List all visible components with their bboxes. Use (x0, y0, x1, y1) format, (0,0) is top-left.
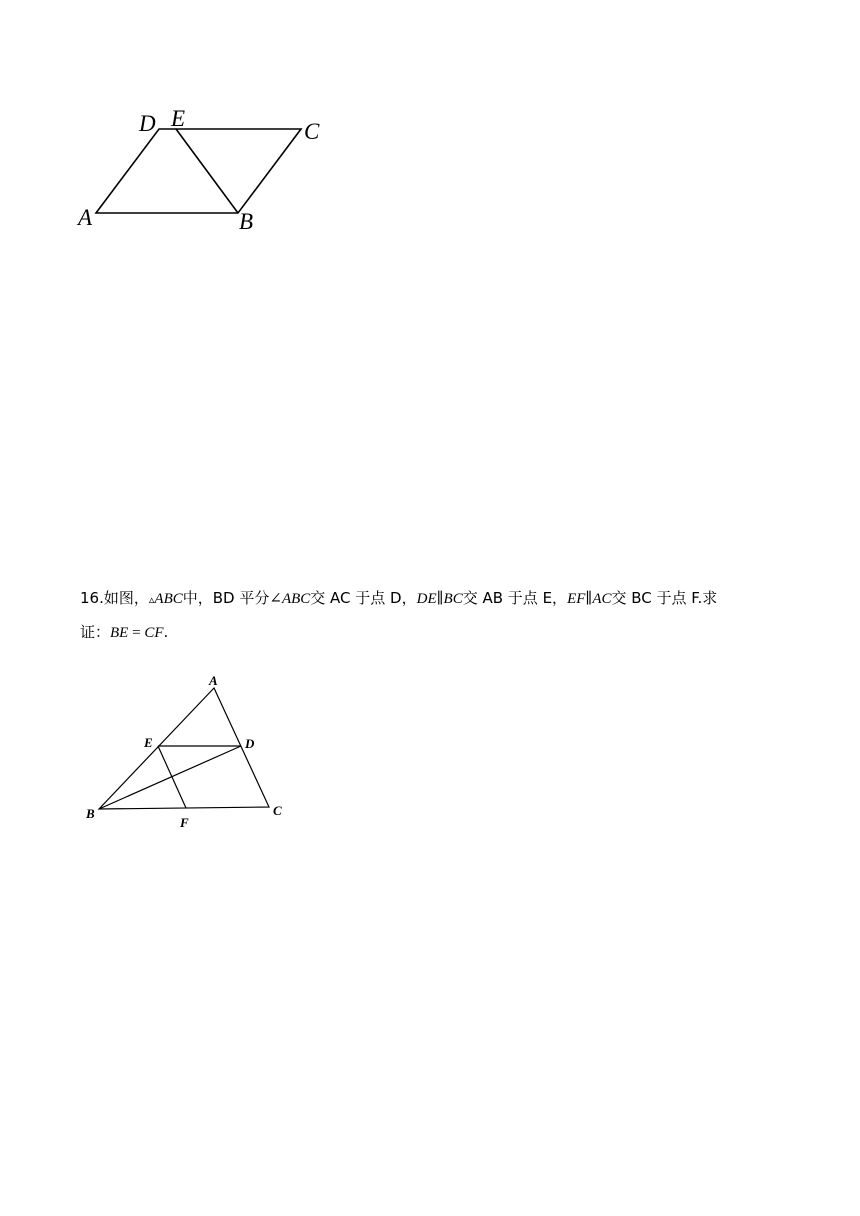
label-b: B (86, 806, 95, 821)
question-text: 交 BC 于点 F.求 (611, 589, 718, 607)
label-e: E (171, 106, 186, 131)
math-triangle-abc: ABC (154, 591, 183, 607)
triangle-figure (0, 660, 860, 840)
math-ef: EF (567, 591, 586, 607)
parallelogram-figure (0, 0, 860, 260)
math-ac: AC (592, 591, 612, 607)
triangle-abc (99, 688, 269, 809)
question-text: 如图， (103, 589, 149, 607)
math-de: DE (416, 591, 437, 607)
label-c: C (273, 803, 282, 818)
math-be: BE (110, 625, 129, 641)
equals-symbol: = (128, 625, 145, 641)
math-cf: CF (144, 625, 164, 641)
angle-symbol: ∠ (269, 591, 282, 607)
label-a: A (78, 205, 93, 230)
parallel-symbol: ∥ (436, 591, 444, 607)
question-16-line-2 (80, 616, 800, 649)
label-d: D (139, 111, 156, 136)
math-bc: BC (443, 591, 463, 607)
question-text: 证： (80, 623, 111, 641)
segment-bd (99, 746, 241, 809)
math-angle-abc: ABC (281, 591, 311, 607)
question-16 (80, 582, 800, 649)
question-text: 交 AB 于点 E， (462, 589, 568, 607)
label-e: E (144, 735, 153, 750)
label-b: B (239, 209, 254, 234)
label-d: D (245, 736, 255, 751)
segment-ef (158, 746, 186, 808)
segment-eb (176, 129, 238, 213)
triangle-symbol: ▵ (148, 594, 155, 606)
parallelogram-abcd (96, 129, 301, 213)
label-c: C (304, 119, 320, 144)
question-16-line-1 (80, 582, 800, 616)
question-number: 16. (80, 589, 104, 607)
label-f: F (180, 815, 189, 830)
parallel-symbol: ∥ (585, 591, 593, 607)
question-text: 中，BD 平分 (182, 589, 270, 607)
question-text: . (163, 623, 169, 641)
question-text: 交 AC 于点 D， (310, 589, 417, 607)
label-a: A (209, 673, 218, 688)
